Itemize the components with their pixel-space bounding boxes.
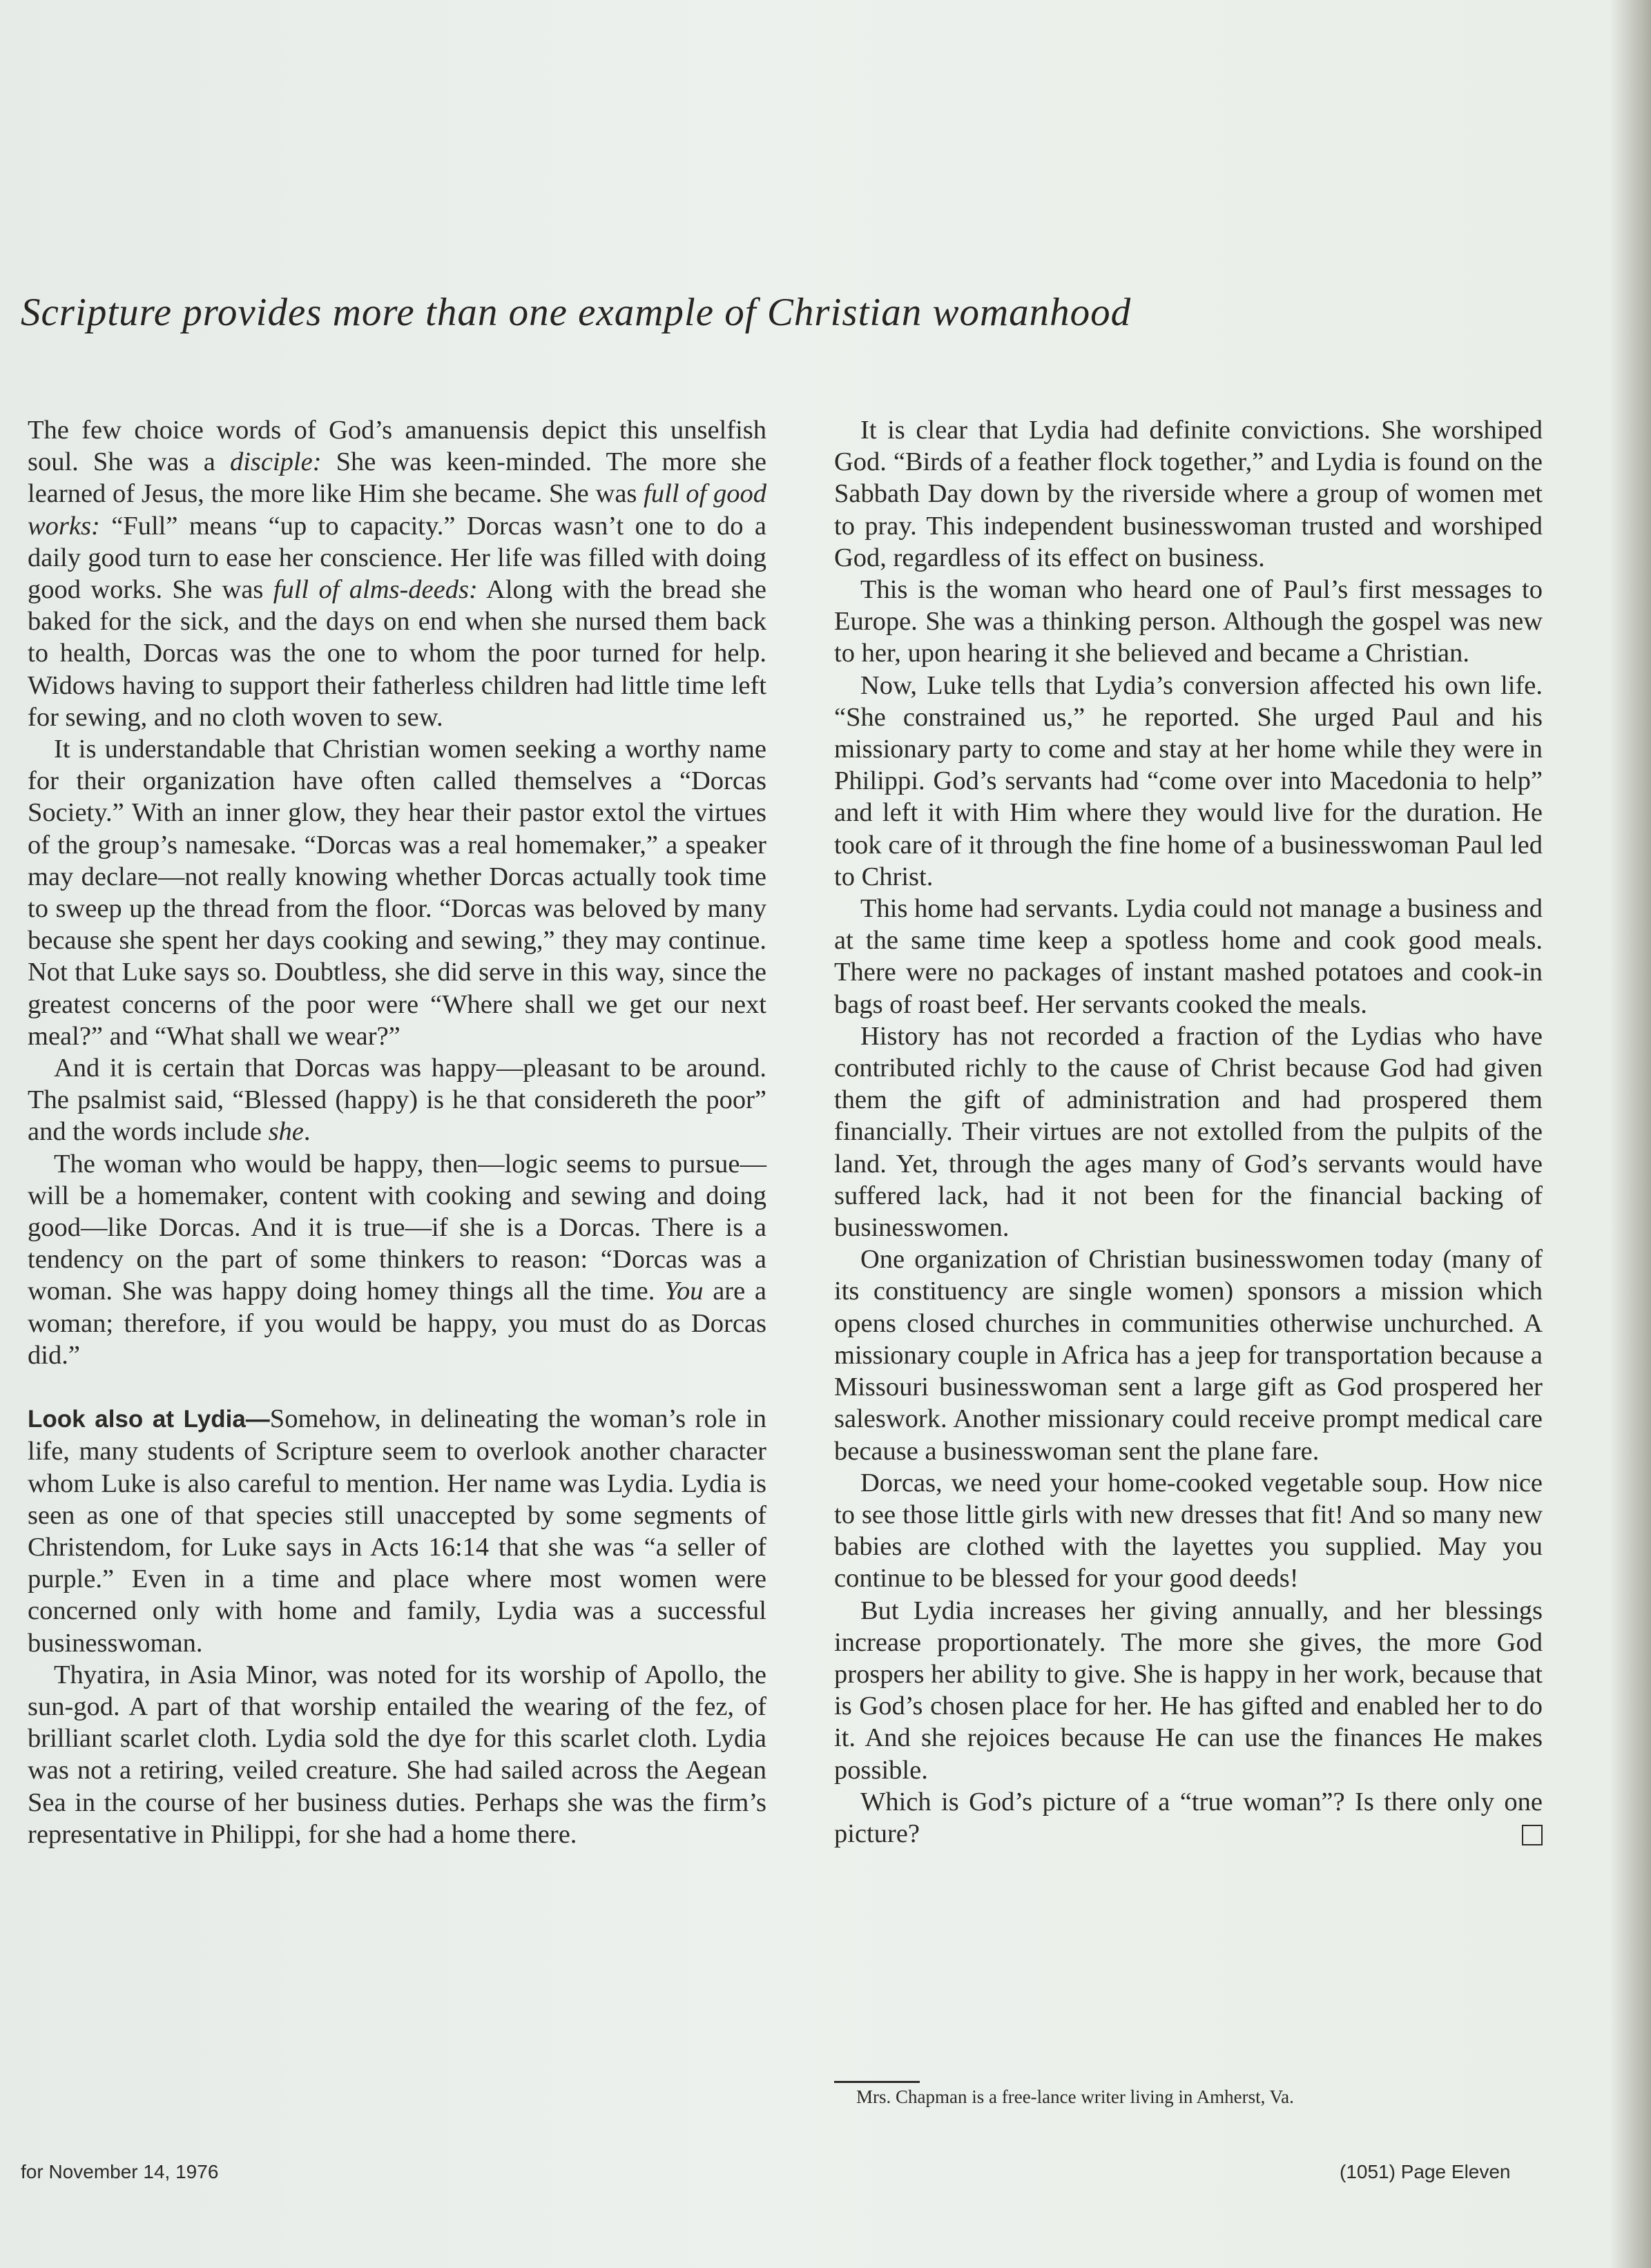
page-edge-shadow: [1610, 0, 1651, 2268]
paragraph: Which is God’s picture of a “true woman”? Is there only one picture?: [834, 1787, 1543, 1848]
paragraph: Look also at Lydia—Somehow, in delineating the woman’s role in life, many students of Scripture seem to overlook another character whom Luke is also careful to mention. Her name was Lydia. Lydia is seen as one of that species still unaccepted by some segments of Christendom, for Luke says in Acts 16:14 that she was “a seller of purple.” Even in a time and place where most women were concerned only with home and family, Lydia was a successful businesswoman.: [28, 1404, 767, 1658]
paragraph: History has not recorded a fraction of the Lydias who have contributed richly to the cause of Christ because God had given them the gift of administration and had prospered them financially. Their virtues are not extolled from the pulpits of the land. Yet, through the ages many of God’s servants would have suffered lack, had it not been for the financial backing of businesswomen.: [834, 1021, 1543, 1243]
right-column: [834, 414, 1543, 1850]
paragraph: And it is certain that Dorcas was happy—pleasant to be around. The psalmist said, “Blessed (happy) is he that considereth the poor” and the words include she.: [28, 1054, 766, 1147]
emphasis: full of alms-deeds:: [273, 575, 478, 605]
author-footnote: Mrs. Chapman is a free-lance writer living in Amherst, Va.: [856, 2086, 1294, 2107]
emphasis: You: [664, 1277, 704, 1306]
footer-date: for November 14, 1976: [21, 2161, 219, 2182]
paragraph: It is clear that Lydia had definite convictions. She worshiped God. “Birds of a feather flock together,” and Lydia is found on the Sabbath Day down by the riverside where a group of women met to pray. This independent businesswoman trusted and worshiped God, regardless of its effect on business.: [834, 416, 1543, 572]
paragraph: This is the woman who heard one of Paul’s first messages to Europe. She was a thinking person. Although the gospel was new to her, upon hearing it she believed and became a Christian.: [834, 575, 1543, 668]
paragraph: This home had servants. Lydia could not manage a business and at the same time keep a spotless home and cook good meals. There were no packages of instant mashed potatoes and cook-in bags of roast beef. Her servants cooked the meals.: [834, 894, 1543, 1019]
emphasis: she: [268, 1117, 304, 1147]
paragraph: But Lydia increases her giving annually, and her blessings increase proportionately. The more she gives, the more God prospers her ability to give. She is happy in her work, because that is God’s chosen place for her. He has gifted and enabled her to do it. And she rejoices because He can use the finances He makes possible.: [834, 1596, 1543, 1785]
footer-page-number: (1051) Page Eleven: [1340, 2161, 1511, 2182]
paragraph: Now, Luke tells that Lydia’s conversion affected his own life. “She constrained us,” he reported. She urged Paul and his missionary party to come and stay at her home while they were in Philippi. God’s servants had “come over into Macedonia to help” and left it with Him where they would live for the duration. He took care of it through the fine home of a businesswoman Paul led to Christ.: [834, 670, 1543, 891]
paragraph: Dorcas, we need your home-cooked vegetable soup. How nice to see those little girls with new dresses that fit! And so many new babies are clothed with the layettes you supplied. May you continue to be blessed for your good deeds!: [834, 1468, 1543, 1593]
footnote-rule: [834, 2081, 920, 2083]
emphasis: full of good works:: [28, 479, 766, 541]
paragraph: The few choice words of God’s amanuensis depict this unselfish soul. She was a disciple: She was keen-minded. The more she learned of Jesus, the more like Him she became. She was full of good works: “Full” means “up to capacity.” Dorcas wasn’t one to do a daily good turn to ease her conscience. Her life was filled with doing good works. She was full of alms-deeds: Along with the bread she baked for the sick, and the days on end when she nursed them back to health, Dorcas was the one to whom the poor turned for help. Widows having to support their fatherless children had little time left for sewing, and no cloth woven to sew.: [28, 416, 766, 732]
run-in-heading: Look also at Lydia—: [28, 1406, 270, 1433]
paragraph: Thyatira, in Asia Minor, was noted for its worship of Apollo, the sun-god. A part of that worship entailed the wearing of the fez, of brilliant scarlet cloth. Lydia sold the dye for this scarlet cloth. Lydia was not a retiring, veiled creature. She had sailed across the Aegean Sea in the course of her business duties. Perhaps she was the firm’s representative in Philippi, for she had a home there.: [28, 1660, 766, 1849]
article-headline: Scripture provides more than one example of Christian womanhood: [21, 291, 1132, 334]
emphasis: disciple:: [229, 447, 322, 477]
end-mark-icon: [1522, 1825, 1543, 1845]
paragraph: It is understandable that Christian women seeking a worthy name for their organization have often called themselves a “Dorcas Society.” With an inner glow, they hear their pastor extol the virtues of the group’s namesake. “Dorcas was a real homemaker,” a speaker may declare—not really knowing whether Dorcas actually took time to sweep up the thread from the floor. “Dorcas was beloved by many because she spent her days cooking and sewing,” they may continue. Not that Luke says so. Doubtless, she did serve in this way, since the greatest concerns of the poor were “Where shall we get our next meal?” and “What shall we wear?”: [28, 735, 766, 1051]
paragraph: The woman who would be happy, then—logic seems to pursue—will be a homemaker, content with cooking and sewing and doing good—like Dorcas. And it is true—if she is a Dorcas. There is a tendency on the part of some thinkers to reason: “Dorcas was a woman. She was happy doing homey things all the time. You are a woman; therefore, if you would be happy, you must do as Dorcas did.”: [28, 1149, 766, 1370]
left-column: [28, 414, 766, 1850]
paragraph: One organization of Christian businesswomen today (many of its constituency are single women) sponsors a mission which opens closed churches in communities otherwise unchurched. A missionary couple in Africa has a jeep for transportation because a Missouri businesswoman sent a large gift as God prospered her saleswork. Another missionary could receive prompt medical care because a businesswoman sent the plane fare.: [834, 1245, 1543, 1466]
